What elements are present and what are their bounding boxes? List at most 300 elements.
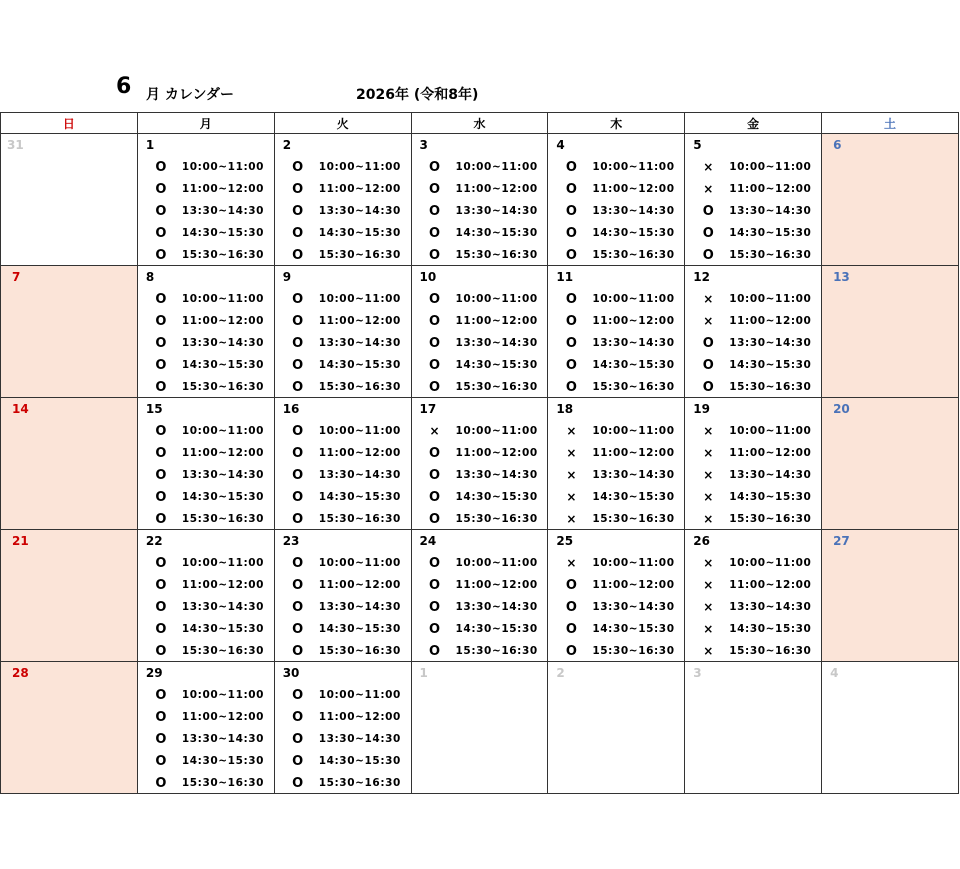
time-slot[interactable] (412, 486, 548, 508)
available-mark: O (155, 379, 167, 395)
time-slot-label: 13:30~14:30 (455, 337, 538, 349)
available-mark: O (292, 577, 304, 593)
available-mark: O (292, 335, 304, 351)
calendar-day-cell[interactable] (411, 398, 548, 530)
time-slot[interactable] (548, 486, 684, 508)
time-slot[interactable] (138, 442, 274, 464)
time-slot-label: 15:30~16:30 (318, 513, 401, 525)
available-mark: O (429, 291, 441, 307)
available-mark: O (292, 379, 304, 395)
time-slot[interactable] (275, 354, 411, 376)
time-slot[interactable] (685, 618, 821, 640)
time-slot-list (685, 288, 821, 398)
day-number: 16 (282, 402, 300, 416)
calendar-day-cell[interactable] (411, 530, 548, 662)
time-slot[interactable] (548, 354, 684, 376)
time-slot-list (548, 288, 684, 398)
available-mark: O (702, 379, 714, 395)
time-slot-label: 10:00~11:00 (729, 425, 812, 437)
calendar-week-row (1, 398, 959, 530)
available-mark: O (155, 577, 167, 593)
time-slot[interactable] (275, 640, 411, 662)
time-slot-label: 14:30~15:30 (181, 227, 265, 239)
unavailable-mark: × (703, 490, 714, 504)
time-slot[interactable] (412, 332, 548, 354)
time-slot[interactable] (275, 332, 411, 354)
available-mark: O (292, 753, 304, 769)
time-slot[interactable] (412, 178, 548, 200)
time-slot[interactable] (138, 156, 274, 178)
day-number: 10 (419, 270, 437, 284)
calendar-table (0, 112, 959, 794)
time-slot-label: 15:30~16:30 (455, 381, 538, 393)
available-mark: O (155, 159, 167, 175)
time-slot-label: 11:00~12:00 (318, 183, 401, 195)
time-slot[interactable] (138, 574, 274, 596)
time-slot[interactable] (138, 772, 274, 794)
time-slot[interactable] (548, 552, 684, 574)
calendar-day-cell[interactable] (548, 134, 685, 266)
time-slot-label: 10:00~11:00 (592, 293, 675, 305)
available-mark: O (429, 467, 441, 483)
weekday-header-sat: 土 (822, 113, 959, 134)
unavailable-mark: × (703, 600, 714, 614)
time-slot[interactable] (548, 332, 684, 354)
time-slot[interactable] (412, 640, 548, 662)
available-mark: O (565, 203, 577, 219)
available-mark: O (155, 357, 167, 373)
time-slot-label: 14:30~15:30 (729, 623, 812, 635)
time-slot[interactable] (275, 684, 411, 706)
time-slot-label: 15:30~16:30 (592, 513, 675, 525)
time-slot-label: 11:00~12:00 (729, 315, 812, 327)
unavailable-mark: × (566, 446, 577, 460)
available-mark: O (429, 643, 441, 659)
available-mark: O (429, 555, 441, 571)
time-slot[interactable] (685, 420, 821, 442)
calendar-day-cell[interactable] (685, 662, 822, 794)
time-slot-label: 11:00~12:00 (318, 447, 401, 459)
calendar-day-cell[interactable] (548, 266, 685, 398)
time-slot-label: 14:30~15:30 (318, 623, 401, 635)
time-slot-label: 15:30~16:30 (592, 645, 675, 657)
calendar-day-cell[interactable] (137, 266, 274, 398)
time-slot[interactable] (548, 464, 684, 486)
calendar-day-cell[interactable] (137, 134, 274, 266)
unavailable-mark: × (566, 468, 577, 482)
time-slot[interactable] (548, 508, 684, 530)
time-slot[interactable] (138, 244, 274, 266)
calendar-day-cell[interactable] (274, 662, 411, 794)
time-slot-label: 10:00~11:00 (729, 161, 812, 173)
time-slot[interactable] (275, 200, 411, 222)
time-slot-label: 14:30~15:30 (318, 227, 401, 239)
calendar-day-cell[interactable] (822, 662, 959, 794)
time-slot[interactable] (685, 376, 821, 398)
available-mark: O (429, 159, 441, 175)
time-slot-label: 13:30~14:30 (181, 469, 265, 481)
time-slot-list (275, 288, 411, 398)
calendar-day-cell[interactable] (411, 662, 548, 794)
time-slot[interactable] (548, 618, 684, 640)
time-slot[interactable] (685, 200, 821, 222)
unavailable-mark: × (703, 468, 714, 482)
available-mark: O (292, 291, 304, 307)
time-slot[interactable] (275, 222, 411, 244)
time-slot[interactable] (685, 178, 821, 200)
calendar-day-cell[interactable] (274, 530, 411, 662)
time-slot-label: 11:00~12:00 (181, 447, 265, 459)
time-slot[interactable] (548, 376, 684, 398)
time-slot-label: 14:30~15:30 (592, 491, 675, 503)
time-slot[interactable] (138, 354, 274, 376)
time-slot-label: 10:00~11:00 (592, 557, 675, 569)
available-mark: O (155, 599, 167, 615)
available-mark: O (702, 247, 714, 263)
available-mark: O (292, 203, 304, 219)
time-slot[interactable] (138, 332, 274, 354)
time-slot[interactable] (412, 618, 548, 640)
calendar-day-cell[interactable] (548, 398, 685, 530)
time-slot[interactable] (275, 178, 411, 200)
time-slot[interactable] (412, 354, 548, 376)
available-mark: O (155, 445, 167, 461)
day-number: 23 (282, 534, 300, 548)
time-slot[interactable] (685, 288, 821, 310)
time-slot[interactable] (412, 288, 548, 310)
time-slot[interactable] (275, 596, 411, 618)
available-mark: O (155, 225, 167, 241)
time-slot-label: 15:30~16:30 (318, 777, 401, 789)
time-slot-list (685, 156, 821, 266)
day-number: 27 (833, 534, 850, 548)
time-slot-label: 11:00~12:00 (318, 711, 401, 723)
time-slot-label: 14:30~15:30 (455, 623, 538, 635)
calendar-body (1, 134, 959, 794)
time-slot[interactable] (548, 244, 684, 266)
time-slot[interactable] (548, 310, 684, 332)
time-slot[interactable] (138, 618, 274, 640)
calendar-day-cell[interactable] (1, 266, 138, 398)
time-slot-label: 14:30~15:30 (592, 227, 675, 239)
unavailable-mark: × (566, 556, 577, 570)
time-slot-label: 13:30~14:30 (592, 205, 675, 217)
available-mark: O (292, 159, 304, 175)
time-slot[interactable] (275, 442, 411, 464)
time-slot-label: 10:00~11:00 (181, 293, 265, 305)
time-slot[interactable] (138, 288, 274, 310)
time-slot[interactable] (138, 728, 274, 750)
available-mark: O (429, 225, 441, 241)
day-number: 4 (830, 666, 839, 680)
time-slot-label: 15:30~16:30 (181, 777, 265, 789)
available-mark: O (429, 489, 441, 505)
calendar-day-cell[interactable] (137, 530, 274, 662)
time-slot-label: 13:30~14:30 (592, 601, 675, 613)
time-slot[interactable] (275, 486, 411, 508)
day-number: 20 (833, 402, 850, 416)
time-slot-list (138, 156, 274, 266)
time-slot[interactable] (685, 442, 821, 464)
available-mark: O (292, 643, 304, 659)
time-slot[interactable] (685, 596, 821, 618)
available-mark: O (429, 313, 441, 329)
calendar-day-cell[interactable] (685, 530, 822, 662)
time-slot[interactable] (412, 310, 548, 332)
calendar-day-cell[interactable] (548, 530, 685, 662)
day-number: 12 (693, 270, 710, 284)
unavailable-mark: × (703, 160, 714, 174)
unavailable-mark: × (703, 182, 714, 196)
available-mark: O (429, 511, 441, 527)
time-slot[interactable] (275, 574, 411, 596)
time-slot[interactable] (412, 552, 548, 574)
calendar-day-cell[interactable] (822, 134, 959, 266)
time-slot[interactable] (138, 464, 274, 486)
day-number: 30 (282, 666, 300, 680)
time-slot-label: 13:30~14:30 (318, 601, 401, 613)
unavailable-mark: × (566, 490, 577, 504)
calendar-day-cell[interactable] (274, 398, 411, 530)
time-slot-label: 13:30~14:30 (181, 337, 265, 349)
available-mark: O (292, 489, 304, 505)
time-slot[interactable] (685, 156, 821, 178)
time-slot[interactable] (685, 640, 821, 662)
available-mark: O (565, 335, 577, 351)
available-mark: O (155, 203, 167, 219)
calendar-day-cell[interactable] (1, 662, 138, 794)
unavailable-mark: × (703, 622, 714, 636)
available-mark: O (292, 467, 304, 483)
calendar-day-cell[interactable] (274, 266, 411, 398)
time-slot[interactable] (275, 420, 411, 442)
time-slot[interactable] (548, 442, 684, 464)
time-slot[interactable] (685, 332, 821, 354)
time-slot-list (412, 552, 548, 662)
time-slot[interactable] (138, 684, 274, 706)
calendar-day-cell[interactable] (411, 266, 548, 398)
time-slot-label: 10:00~11:00 (318, 689, 401, 701)
time-slot[interactable] (685, 486, 821, 508)
time-slot[interactable] (275, 772, 411, 794)
time-slot[interactable] (138, 596, 274, 618)
available-mark: O (155, 731, 167, 747)
calendar-day-cell[interactable] (822, 266, 959, 398)
time-slot-label: 11:00~12:00 (455, 447, 538, 459)
time-slot[interactable] (685, 310, 821, 332)
time-slot[interactable] (275, 508, 411, 530)
available-mark: O (292, 621, 304, 637)
time-slot[interactable] (138, 200, 274, 222)
time-slot[interactable] (412, 420, 548, 442)
time-slot[interactable] (138, 508, 274, 530)
time-slot[interactable] (275, 728, 411, 750)
calendar-day-cell[interactable] (137, 398, 274, 530)
available-mark: O (565, 577, 577, 593)
time-slot-list (685, 552, 821, 662)
calendar-day-cell[interactable] (548, 662, 685, 794)
calendar-day-cell[interactable] (685, 266, 822, 398)
unavailable-mark: × (703, 556, 714, 570)
available-mark: O (429, 599, 441, 615)
time-slot[interactable] (685, 508, 821, 530)
time-slot[interactable] (548, 222, 684, 244)
time-slot-label: 13:30~14:30 (181, 601, 265, 613)
available-mark: O (155, 687, 167, 703)
unavailable-mark: × (566, 424, 577, 438)
time-slot[interactable] (275, 464, 411, 486)
time-slot-label: 10:00~11:00 (455, 557, 538, 569)
time-slot[interactable] (548, 200, 684, 222)
available-mark: O (155, 753, 167, 769)
day-number: 14 (12, 402, 29, 416)
time-slot-label: 10:00~11:00 (318, 293, 401, 305)
calendar-day-cell[interactable] (411, 134, 548, 266)
time-slot[interactable] (138, 706, 274, 728)
available-mark: O (429, 379, 441, 395)
available-mark: O (292, 731, 304, 747)
available-mark: O (292, 313, 304, 329)
available-mark: O (565, 225, 577, 241)
available-mark: O (155, 643, 167, 659)
weekday-header-thu: 木 (548, 113, 685, 134)
time-slot-list (275, 156, 411, 266)
time-slot[interactable] (548, 156, 684, 178)
calendar-day-cell[interactable] (1, 398, 138, 530)
day-number: 15 (145, 402, 163, 416)
calendar-day-cell[interactable] (822, 398, 959, 530)
time-slot-label: 11:00~12:00 (729, 183, 812, 195)
time-slot[interactable] (138, 750, 274, 772)
time-slot-list (412, 420, 548, 530)
time-slot[interactable] (548, 596, 684, 618)
time-slot-label: 15:30~16:30 (318, 645, 401, 657)
time-slot[interactable] (138, 178, 274, 200)
available-mark: O (292, 181, 304, 197)
unavailable-mark: × (703, 512, 714, 526)
time-slot[interactable] (412, 156, 548, 178)
time-slot-label: 14:30~15:30 (455, 359, 538, 371)
time-slot-label: 10:00~11:00 (455, 425, 538, 437)
available-mark: O (565, 247, 577, 263)
time-slot[interactable] (412, 508, 548, 530)
time-slot[interactable] (138, 420, 274, 442)
calendar-week-row (1, 530, 959, 662)
time-slot-label: 14:30~15:30 (181, 491, 265, 503)
time-slot[interactable] (685, 574, 821, 596)
time-slot[interactable] (548, 420, 684, 442)
time-slot-label: 15:30~16:30 (181, 645, 265, 657)
day-number: 18 (556, 402, 574, 416)
day-number: 22 (145, 534, 163, 548)
unavailable-mark: × (566, 512, 577, 526)
available-mark: O (429, 335, 441, 351)
available-mark: O (565, 357, 577, 373)
time-slot-label: 11:00~12:00 (318, 315, 401, 327)
available-mark: O (155, 775, 167, 791)
time-slot-label: 11:00~12:00 (592, 315, 675, 327)
available-mark: O (155, 555, 167, 571)
day-number: 21 (12, 534, 29, 548)
calendar-day-cell[interactable] (685, 398, 822, 530)
time-slot[interactable] (685, 244, 821, 266)
calendar-day-cell[interactable] (1, 530, 138, 662)
time-slot-label: 10:00~11:00 (729, 557, 812, 569)
time-slot[interactable] (275, 376, 411, 398)
calendar-week-row (1, 662, 959, 794)
time-slot[interactable] (275, 552, 411, 574)
time-slot[interactable] (548, 178, 684, 200)
time-slot[interactable] (138, 552, 274, 574)
time-slot-label: 14:30~15:30 (729, 227, 812, 239)
time-slot[interactable] (275, 750, 411, 772)
time-slot[interactable] (138, 222, 274, 244)
time-slot[interactable] (685, 552, 821, 574)
calendar-day-cell[interactable] (1, 134, 138, 266)
available-mark: O (155, 467, 167, 483)
time-slot-list (138, 420, 274, 530)
available-mark: O (292, 357, 304, 373)
calendar-day-cell[interactable] (685, 134, 822, 266)
time-slot[interactable] (412, 442, 548, 464)
time-slot-label: 10:00~11:00 (181, 689, 265, 701)
available-mark: O (292, 687, 304, 703)
time-slot-label: 14:30~15:30 (318, 755, 401, 767)
time-slot[interactable] (548, 640, 684, 662)
time-slot[interactable] (138, 640, 274, 662)
time-slot-list (275, 552, 411, 662)
time-slot-label: 15:30~16:30 (455, 513, 538, 525)
time-slot[interactable] (412, 464, 548, 486)
calendar-day-cell[interactable] (137, 662, 274, 794)
time-slot[interactable] (275, 244, 411, 266)
time-slot[interactable] (412, 574, 548, 596)
time-slot[interactable] (275, 310, 411, 332)
time-slot-label: 10:00~11:00 (318, 161, 401, 173)
time-slot-label: 14:30~15:30 (181, 755, 265, 767)
time-slot[interactable] (412, 200, 548, 222)
calendar-day-cell[interactable] (274, 134, 411, 266)
time-slot[interactable] (685, 354, 821, 376)
time-slot[interactable] (275, 288, 411, 310)
time-slot[interactable] (685, 464, 821, 486)
time-slot[interactable] (412, 222, 548, 244)
time-slot[interactable] (275, 156, 411, 178)
available-mark: O (292, 709, 304, 725)
time-slot-list (138, 288, 274, 398)
time-slot[interactable] (275, 618, 411, 640)
time-slot[interactable] (138, 310, 274, 332)
time-slot[interactable] (275, 706, 411, 728)
day-number: 5 (693, 138, 702, 152)
available-mark: O (429, 445, 441, 461)
time-slot-label: 15:30~16:30 (729, 249, 812, 261)
time-slot-label: 14:30~15:30 (318, 491, 401, 503)
time-slot[interactable] (138, 486, 274, 508)
time-slot[interactable] (412, 244, 548, 266)
time-slot-label: 13:30~14:30 (181, 205, 265, 217)
time-slot[interactable] (685, 222, 821, 244)
time-slot[interactable] (412, 596, 548, 618)
time-slot[interactable] (138, 376, 274, 398)
available-mark: O (429, 181, 441, 197)
time-slot[interactable] (548, 288, 684, 310)
time-slot[interactable] (548, 574, 684, 596)
time-slot-list (685, 420, 821, 530)
time-slot-label: 11:00~12:00 (181, 711, 265, 723)
time-slot[interactable] (412, 376, 548, 398)
calendar-day-cell[interactable] (822, 530, 959, 662)
